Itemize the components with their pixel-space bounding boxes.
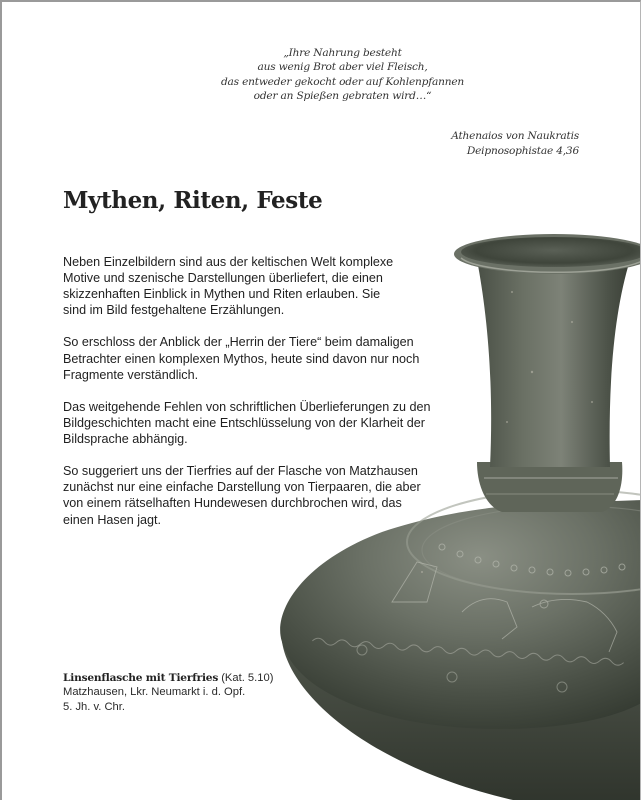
text-line: von einem rätselhaften Hundewesen durchbrochen wird, das (63, 496, 402, 511)
text-line: Betrachter einen komplexen Mythos, heute sind davon nur noch (63, 351, 420, 366)
vessel-photo (272, 232, 641, 800)
text-line: So suggeriert uns der Tierfries auf der Flasche von Matzhausen (63, 464, 418, 479)
text-line: Bildgeschichten macht eine Entschlüsselung von der Klarheit der (63, 415, 425, 430)
text-line: So erschloss der Anblick der „Herrin der Tiere“ beim damaligen (63, 335, 414, 350)
quote-source (451, 129, 579, 158)
epigraph-quote (202, 46, 483, 104)
text-line: Fragmente verständlich. (63, 367, 199, 382)
caption-catalog-ref: (Kat. 5.10) (218, 672, 274, 684)
text-line: sind im Bild festgehaltene Erzählungen. (63, 303, 285, 318)
text-line: Das weitgehende Fehlen von schriftlichen Überlieferungen zu den (63, 399, 431, 414)
quote-line: aus wenig Brot aber viel Fleisch, (257, 61, 428, 74)
caption-title: Linsenflasche mit Tierfries (63, 672, 219, 684)
source-work: Deipnosophistae 4,36 (466, 144, 579, 157)
source-author: Athenaios von Naukratis (451, 130, 579, 142)
text-line: zunächst nur eine einfache Darstellung von Tierpaaren, die aber (63, 480, 421, 495)
page-title: Mythen, Riten, Feste (63, 187, 323, 214)
quote-line: das entweder gekocht oder auf Kohlenpfannen (220, 75, 465, 88)
text-line: Bildsprache abhängig. (63, 432, 188, 447)
caption-location: Matzhausen, Lkr. Neumarkt i. d. Opf. (63, 686, 246, 699)
text-line: einen Hasen jagt. (63, 512, 162, 527)
image-caption (63, 671, 273, 714)
text-line: Neben Einzelbildern sind aus der keltischen Welt komplexe (63, 255, 394, 269)
text-line: Motive und szenische Darstellungen überliefert, die einen (63, 271, 383, 286)
quote-line: oder an Spießen gebraten wird…“ (253, 90, 432, 103)
text-line: skizzenhaften Einblick in Mythen und Riten erlauben. Sie (63, 287, 381, 302)
caption-date: 5. Jh. v. Chr. (63, 700, 125, 713)
quote-line: „Ihre Nahrung besteht (283, 47, 402, 59)
